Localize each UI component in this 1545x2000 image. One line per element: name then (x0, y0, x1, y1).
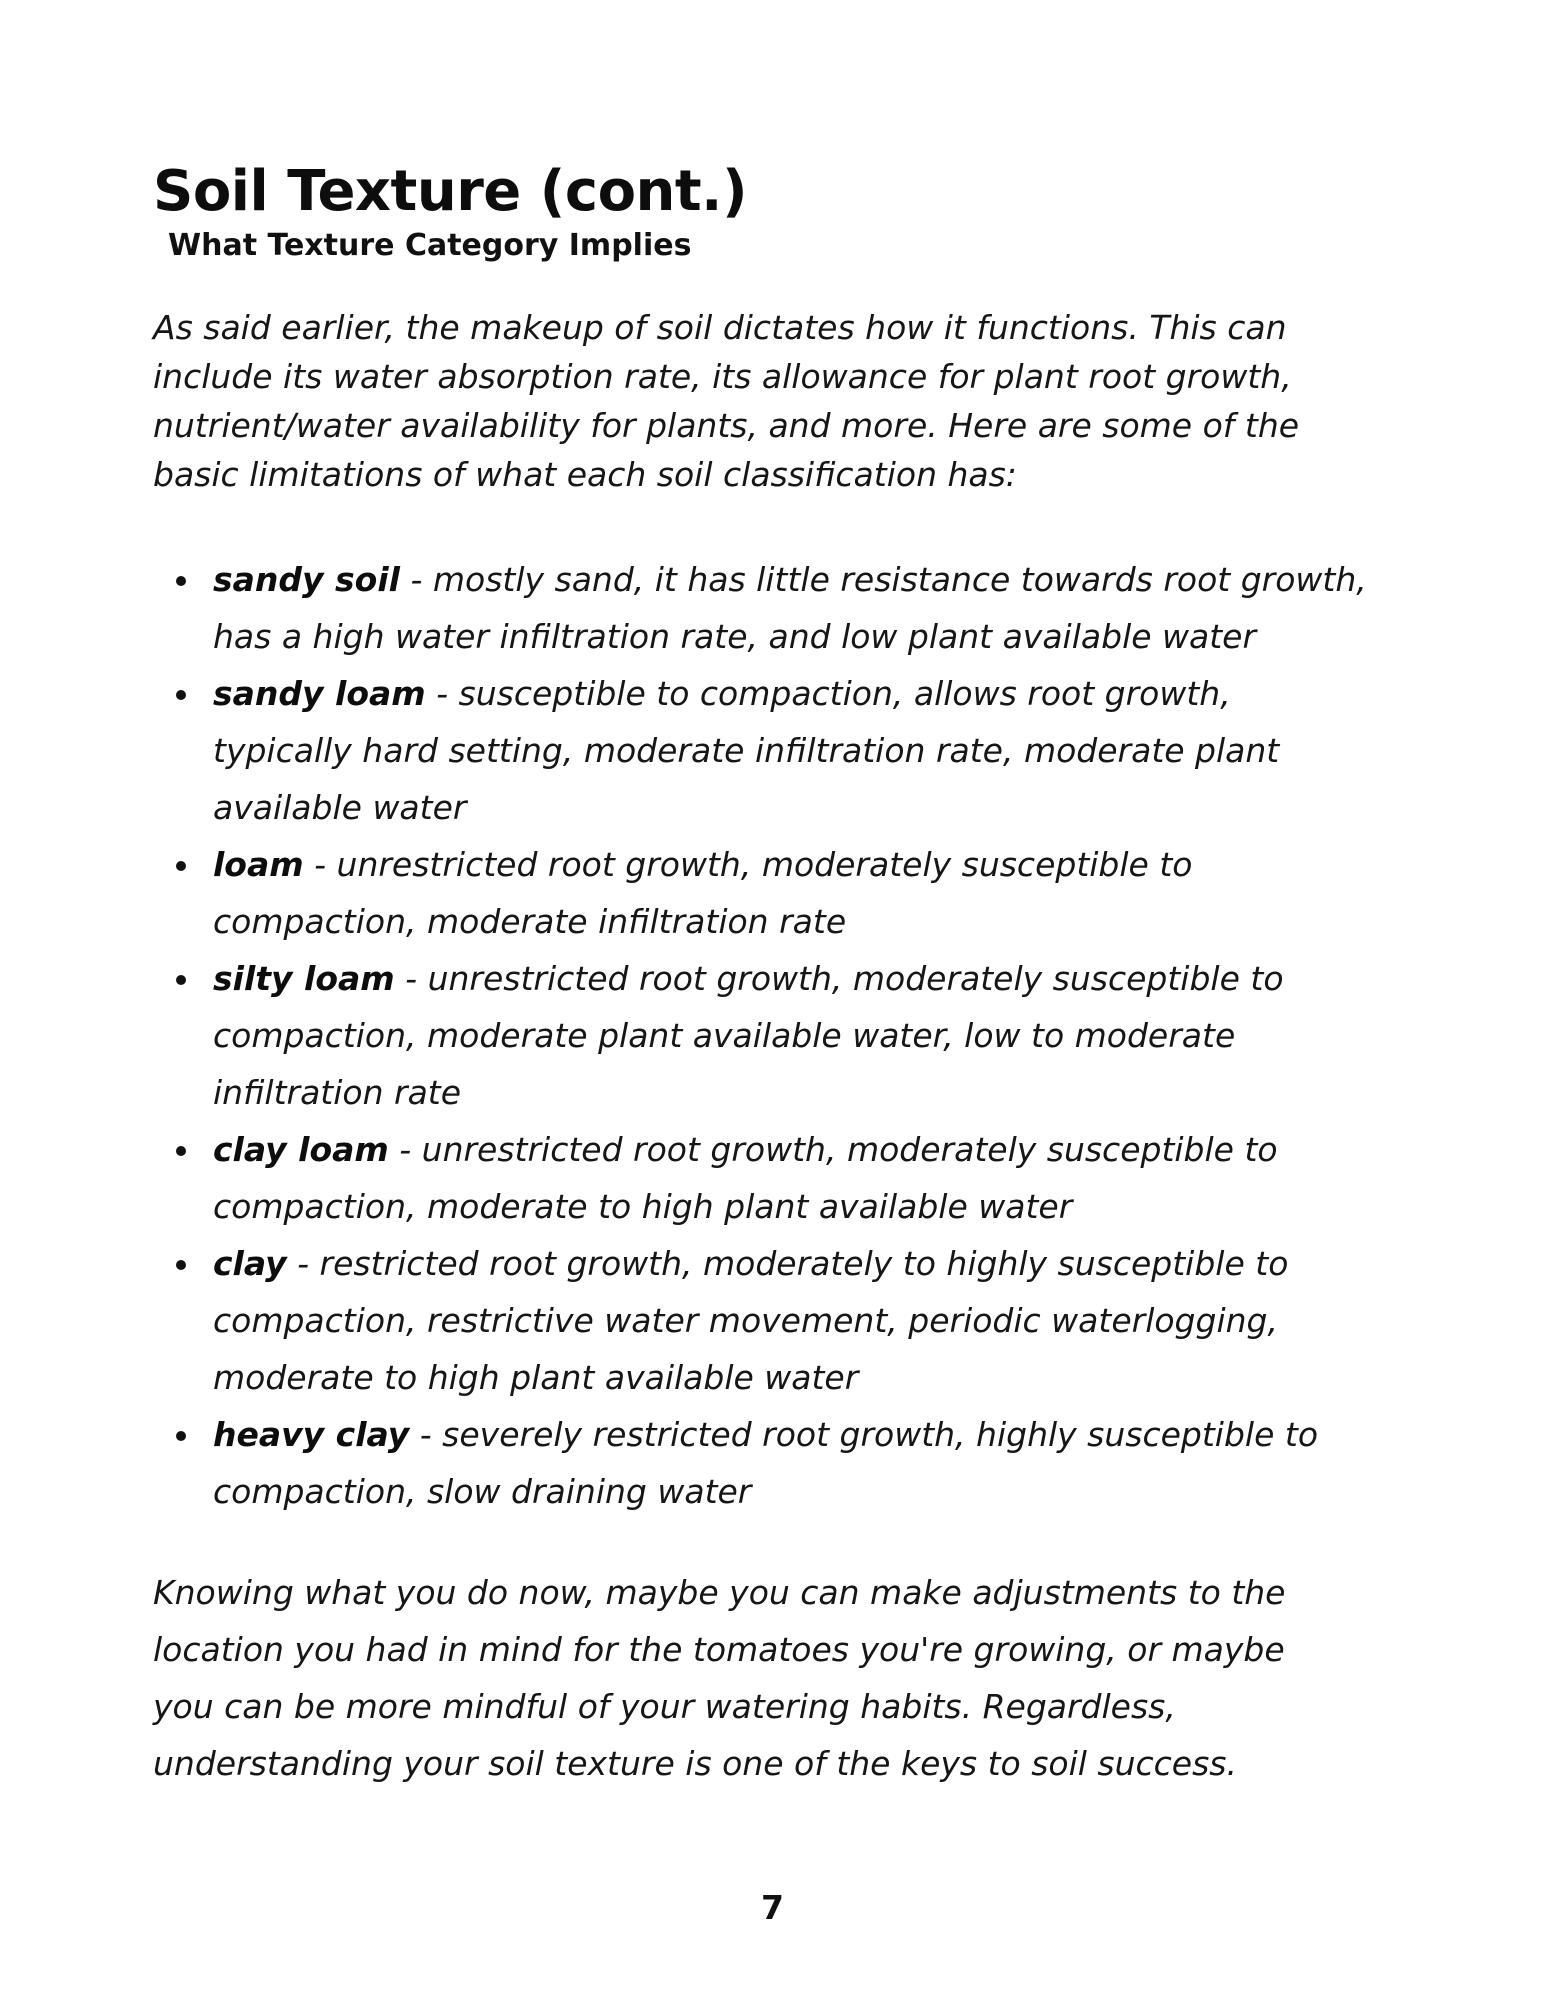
closing-line: location you had in mind for the tomatoes you're growing, or maybe (153, 1630, 1285, 1669)
list-item-line: moderate to high plant available water (213, 1358, 859, 1397)
list-item-line: compaction, moderate infiltration rate (213, 902, 847, 941)
soil-description: - restricted root growth, moderately to highly susceptible to (286, 1244, 1289, 1283)
list-item-line: available water (213, 788, 467, 827)
closing-line: Knowing what you do now, maybe you can make adjustments to the (153, 1573, 1286, 1612)
list-item-line (213, 1121, 1403, 1178)
list-item-sandy-soil (153, 551, 1403, 665)
list-item-line: compaction, slow draining water (213, 1472, 752, 1511)
list-item-sandy-loam (153, 665, 1403, 836)
list-item-line (213, 836, 1403, 893)
closing-line: understanding your soil texture is one of the keys to soil success. (153, 1744, 1237, 1783)
list-item-clay-loam (153, 1121, 1403, 1235)
closing-line: you can be more mindful of your watering habits. Regardless, (153, 1687, 1176, 1726)
bullet-icon (176, 1146, 186, 1156)
page-title: Soil Texture (cont.) (153, 159, 748, 224)
bullet-icon (176, 1431, 186, 1441)
soil-classification-list (153, 551, 1403, 1520)
soil-term: clay loam (213, 1130, 389, 1169)
soil-term: loam (213, 845, 304, 884)
list-item-loam (153, 836, 1403, 950)
list-item-line: infiltration rate (213, 1073, 462, 1112)
intro-line: basic limitations of what each soil classification has: (153, 455, 1017, 494)
list-item-line (213, 1406, 1403, 1463)
soil-description: - mostly sand, it has little resistance towards root growth, (399, 560, 1367, 599)
bullet-icon (176, 1260, 186, 1270)
list-item-line (213, 950, 1403, 1007)
closing-paragraph (153, 1564, 1393, 1792)
list-item-line: compaction, restrictive water movement, periodic waterlogging, (213, 1301, 1278, 1340)
soil-description: - unrestricted root growth, moderately susceptible to (303, 845, 1193, 884)
list-item-line: compaction, moderate plant available water, low to moderate (213, 1016, 1236, 1055)
soil-term: silty loam (213, 959, 395, 998)
list-item-line (213, 665, 1403, 722)
soil-description: - susceptible to compaction, allows root growth, (425, 674, 1231, 713)
list-item-clay (153, 1235, 1403, 1406)
intro-paragraph (153, 303, 1393, 499)
list-item-line: has a high water infiltration rate, and low plant available water (213, 617, 1257, 656)
soil-term: sandy loam (213, 674, 426, 713)
bullet-icon (176, 576, 186, 586)
list-item-line: typically hard setting, moderate infiltration rate, moderate plant (213, 731, 1280, 770)
soil-description: - unrestricted root growth, moderately susceptible to (388, 1130, 1278, 1169)
list-item-line (213, 1235, 1403, 1292)
soil-description: - severely restricted root growth, highly susceptible to (409, 1415, 1319, 1454)
soil-description: - unrestricted root growth, moderately susceptible to (394, 959, 1284, 998)
list-item-line (213, 551, 1403, 608)
page-subtitle: What Texture Category Implies (168, 228, 692, 263)
bullet-icon (176, 861, 186, 871)
page-number: 7 (761, 1888, 784, 1927)
bullet-icon (176, 975, 186, 985)
soil-term: heavy clay (213, 1415, 410, 1454)
list-item-heavy-clay (153, 1406, 1403, 1520)
intro-line: include its water absorption rate, its allowance for plant root growth, (153, 357, 1292, 396)
bullet-icon (176, 690, 186, 700)
list-item-line: compaction, moderate to high plant available water (213, 1187, 1073, 1226)
soil-term: clay (213, 1244, 287, 1283)
list-item-silty-loam (153, 950, 1403, 1121)
intro-line: As said earlier, the makeup of soil dictates how it functions. This can (153, 308, 1287, 347)
soil-term: sandy soil (213, 560, 400, 599)
intro-line: nutrient/water availability for plants, and more. Here are some of the (153, 406, 1300, 445)
